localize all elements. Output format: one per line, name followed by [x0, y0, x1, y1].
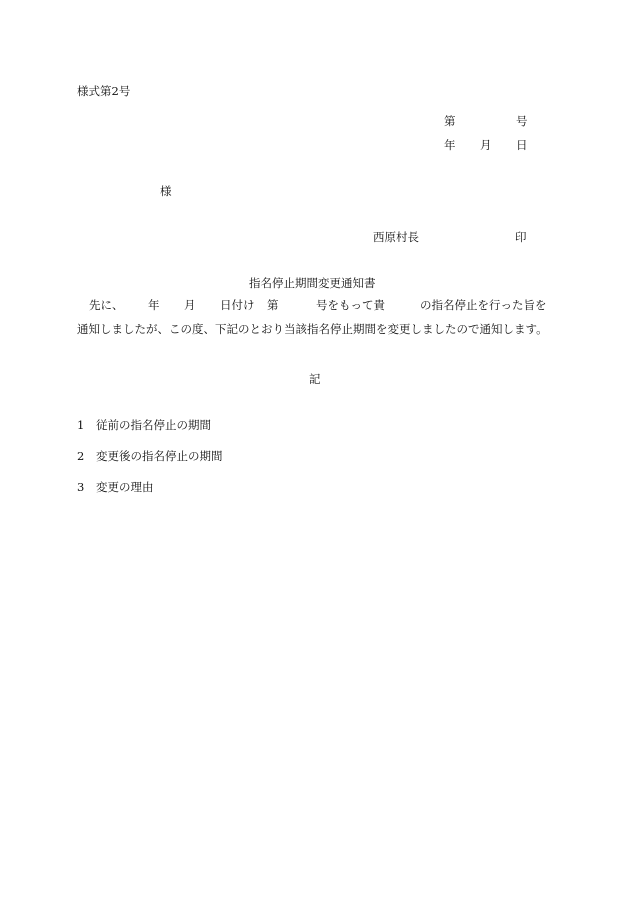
item-number-3: 3	[77, 480, 85, 494]
addressee-honorific: 様	[160, 184, 172, 198]
body-year-label: 年	[148, 298, 160, 312]
item-number-2: 2	[77, 449, 85, 463]
body-prefix: 先に、	[89, 298, 124, 312]
seal-mark: 印	[515, 230, 527, 244]
body-month-label: 月	[184, 298, 196, 312]
item-label-2: 変更後の指名停止の期間	[96, 449, 223, 463]
doc-number-prefix: 第	[444, 114, 456, 128]
sender-name: 西原村長	[373, 230, 419, 244]
date-month-label: 月	[480, 138, 492, 152]
item-label-1: 従前の指名停止の期間	[96, 418, 211, 432]
ki-heading: 記	[309, 372, 321, 386]
body-line2: 通知しましたが、この度、下記のとおり当該指名停止期間を変更しましたので通知します。	[77, 322, 548, 336]
date-year-label: 年	[444, 138, 456, 152]
document-title: 指名停止期間変更通知書	[249, 276, 376, 290]
body-number-suffix: 号をもって貴	[316, 298, 385, 312]
body-number-prefix: 第	[267, 298, 279, 312]
form-number-label: 様式第2号	[77, 84, 131, 98]
body-day-dated-label: 日付け	[220, 298, 255, 312]
date-day-label: 日	[516, 138, 528, 152]
item-number-1: 1	[77, 418, 85, 432]
doc-number-suffix: 号	[516, 114, 528, 128]
item-label-3: 変更の理由	[96, 480, 154, 494]
body-line1-tail: の指名停止を行った旨を	[420, 298, 547, 312]
